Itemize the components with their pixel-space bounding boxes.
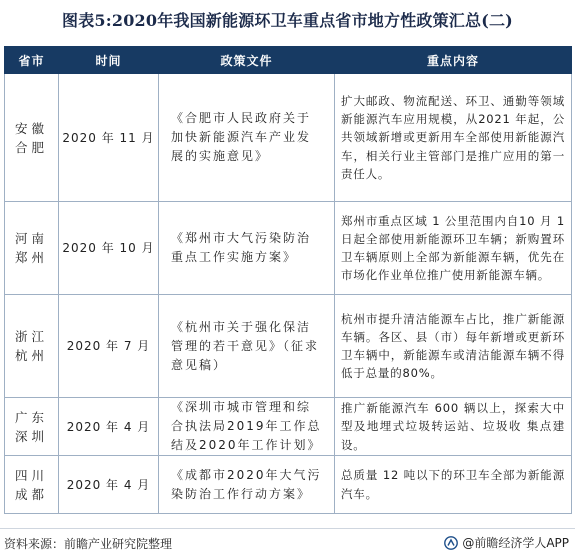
page-title: 图表5:2020年我国新能源环卫车重点省市地方性政策汇总(二) (62, 11, 513, 30)
province-cell (5, 456, 59, 514)
brand-credit (444, 534, 569, 551)
province-name: 四川 (14, 467, 48, 483)
header-time: 时间 (59, 47, 159, 74)
content-cell: 总质量 12 吨以下的环卫车全部为新能源汽车。 (335, 456, 572, 514)
document-cell: 《成都市2020年大气污染防治工作行动方案》 (159, 456, 335, 514)
province-cell (5, 398, 59, 456)
brand-text: @前瞻经济学人APP (462, 536, 569, 550)
province-name: 安徽 (14, 120, 48, 136)
header-province: 省市 (5, 47, 59, 74)
time-cell: 2020 年 4 月 (59, 398, 159, 456)
document-cell: 《深圳市城市管理和综合执法局2019年工作总结及2020年工作计划》 (159, 398, 335, 456)
province-cell (5, 74, 59, 202)
document-cell: 《杭州市关于强化保洁管理的若干意见》（征求意见稿） (159, 295, 335, 398)
time-cell: 2020 年 10 月 (59, 202, 159, 295)
content-cell: 扩大邮政、物流配送、环卫、通勤等领域新能源汽车应用规模，从2021 年起，公共领域新增或更新用车全部使用新能源汽车，相关行业主管部门是推广应用的第一责任人。 (335, 74, 572, 202)
province-cell (5, 202, 59, 295)
province-cell (5, 295, 59, 398)
city-name: 郑州 (14, 250, 48, 265)
table-row (5, 202, 572, 295)
province-name: 广东 (14, 409, 48, 425)
content-cell: 杭州市提升清洁能源车占比，推广新能源车辆。各区、县（市）每年新增或更新环卫车辆中，新能源车或清洁能源车辆不得低于总量的80%。 (335, 295, 572, 398)
city-name: 深圳 (14, 428, 48, 444)
source-note: 资料来源：前瞻产业研究院整理 (4, 537, 173, 551)
content-cell: 郑州市重点区域 1 公里范围内自10 月 1 日起全部使用新能源环卫车辆；新购置环卫车辆原则上全部为新能源车辆，优先在市场化作业单位推广使用新能源车辆。 (335, 202, 572, 295)
city-name: 杭州 (14, 348, 48, 363)
footer (0, 528, 575, 553)
qianzhan-logo-icon (444, 536, 458, 550)
time-cell: 2020 年 4 月 (59, 456, 159, 514)
table-row (5, 295, 572, 398)
province-name: 河南 (14, 231, 48, 246)
time-cell: 2020 年 7 月 (59, 295, 159, 398)
province-name: 浙江 (14, 329, 48, 344)
table-header-row (5, 47, 572, 74)
city-name: 合肥 (14, 139, 48, 155)
table-row (5, 456, 572, 514)
table-row (5, 74, 572, 202)
city-name: 成都 (14, 486, 48, 502)
policy-table (4, 46, 572, 514)
table-row (5, 398, 572, 456)
document-cell: 《郑州市大气污染防治重点工作实施方案》 (159, 202, 335, 295)
document-cell: 《合肥市人民政府关于加快新能源汽车产业发展的实施意见》 (159, 74, 335, 202)
header-document: 政策文件 (159, 47, 335, 74)
time-cell: 2020 年 11 月 (59, 74, 159, 202)
content-cell: 推广新能源汽车 600 辆以上，探索大中型及地埋式垃圾转运站、垃圾收 集点建设。 (335, 398, 572, 456)
header-content: 重点内容 (335, 47, 572, 74)
